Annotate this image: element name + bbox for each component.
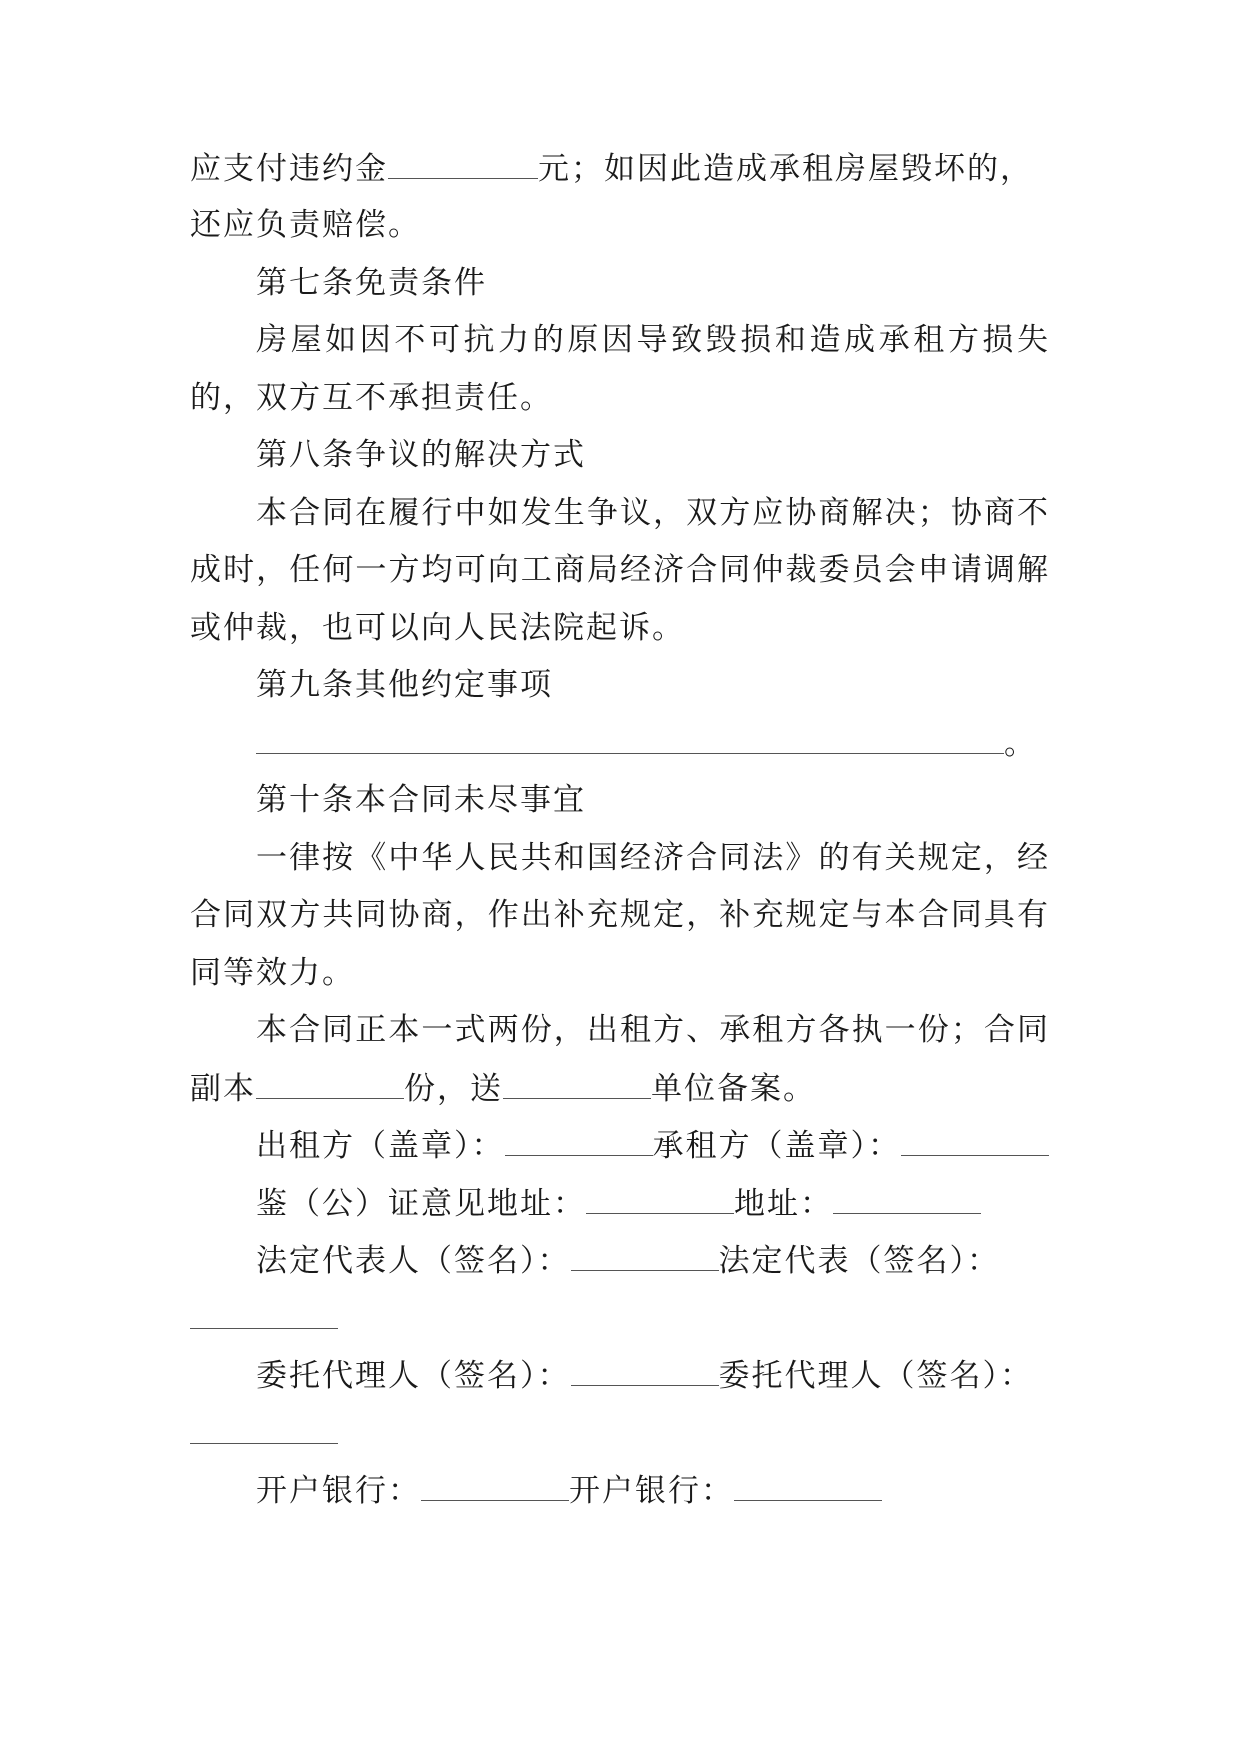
fill-in-blank — [256, 723, 1004, 754]
paragraph-line: 本合同正本一式两份，出租方、承租方各执一份；合同 — [256, 1012, 1050, 1048]
line-text: 法定代表（签名）： — [718, 1243, 1000, 1279]
paragraph-line: 成时，任何一方均可向工商局经济合同仲裁委员会申请调解 — [190, 552, 1050, 588]
section-heading: 第九条其他约定事项 — [256, 667, 553, 703]
line-text: 份，送 — [404, 1071, 503, 1107]
section-heading: 第十条本合同未尽事宜 — [256, 782, 586, 818]
paragraph-line — [190, 1068, 816, 1109]
fill-in-blank — [388, 148, 538, 179]
section-heading: 第八条争议的解决方式 — [256, 437, 586, 473]
line-text: 单位备案。 — [651, 1071, 816, 1107]
paragraph-line — [190, 148, 1033, 189]
fill-in-blank — [190, 1298, 338, 1329]
fill-in-blank — [833, 1183, 981, 1214]
signature-line — [190, 1298, 338, 1339]
line-text: 委托代理人（签名）： — [718, 1358, 1033, 1394]
fill-in-blank — [421, 1470, 569, 1501]
paragraph-line: 或仲裁，也可以向人民法院起诉。 — [190, 610, 685, 646]
line-text: 开户银行： — [256, 1473, 421, 1509]
line-text: 法定代表人（签名）： — [256, 1243, 571, 1279]
line-text: 承租方（盖章）： — [652, 1128, 901, 1164]
fill-in-blank — [571, 1240, 719, 1271]
signature-line — [256, 1240, 1000, 1281]
fill-in-blank — [734, 1470, 882, 1501]
paragraph-line: 房屋如因不可抗力的原因导致毁损和造成承租方损失 — [256, 322, 1050, 358]
line-text: 委托代理人（签名）： — [256, 1358, 571, 1394]
paragraph-line: 的，双方互不承担责任。 — [190, 380, 553, 416]
paragraph-line: 合同双方共同协商，作出补充规定，补充规定与本合同具有 — [190, 897, 1050, 933]
signature-line — [256, 1183, 981, 1224]
line-text: 。 — [1004, 726, 1037, 762]
fill-in-blank — [190, 1413, 338, 1444]
paragraph-line: 同等效力。 — [190, 955, 355, 991]
line-text: 鉴（公）证意见地址： — [256, 1186, 586, 1222]
line-text: 应支付违约金 — [190, 151, 388, 187]
fill-in-blank — [256, 1068, 404, 1099]
line-text: 元；如因此造成承租房屋毁坏的， — [538, 151, 1033, 187]
fill-in-blank — [901, 1125, 1049, 1156]
fill-in-blank — [503, 1068, 651, 1099]
line-text: 副本 — [190, 1071, 256, 1107]
fill-in-blank — [586, 1183, 734, 1214]
signature-line — [256, 1125, 1049, 1166]
signature-line — [256, 1470, 882, 1511]
paragraph-line: 本合同在履行中如发生争议，双方应协商解决；协商不 — [256, 495, 1050, 531]
fill-in-blank — [571, 1355, 719, 1386]
section-heading: 第七条免责条件 — [256, 265, 487, 301]
line-text: 出租方（盖章）： — [256, 1128, 505, 1164]
signature-line — [256, 1355, 1033, 1396]
signature-line — [190, 1413, 338, 1454]
fill-in-blank — [505, 1125, 653, 1156]
paragraph-line: 还应负责赔偿。 — [190, 207, 421, 243]
paragraph-line — [256, 723, 1037, 764]
line-text: 地址： — [734, 1186, 833, 1222]
paragraph-line: 一律按《中华人民共和国经济合同法》的有关规定，经 — [256, 840, 1050, 876]
line-text: 开户银行： — [569, 1473, 734, 1509]
